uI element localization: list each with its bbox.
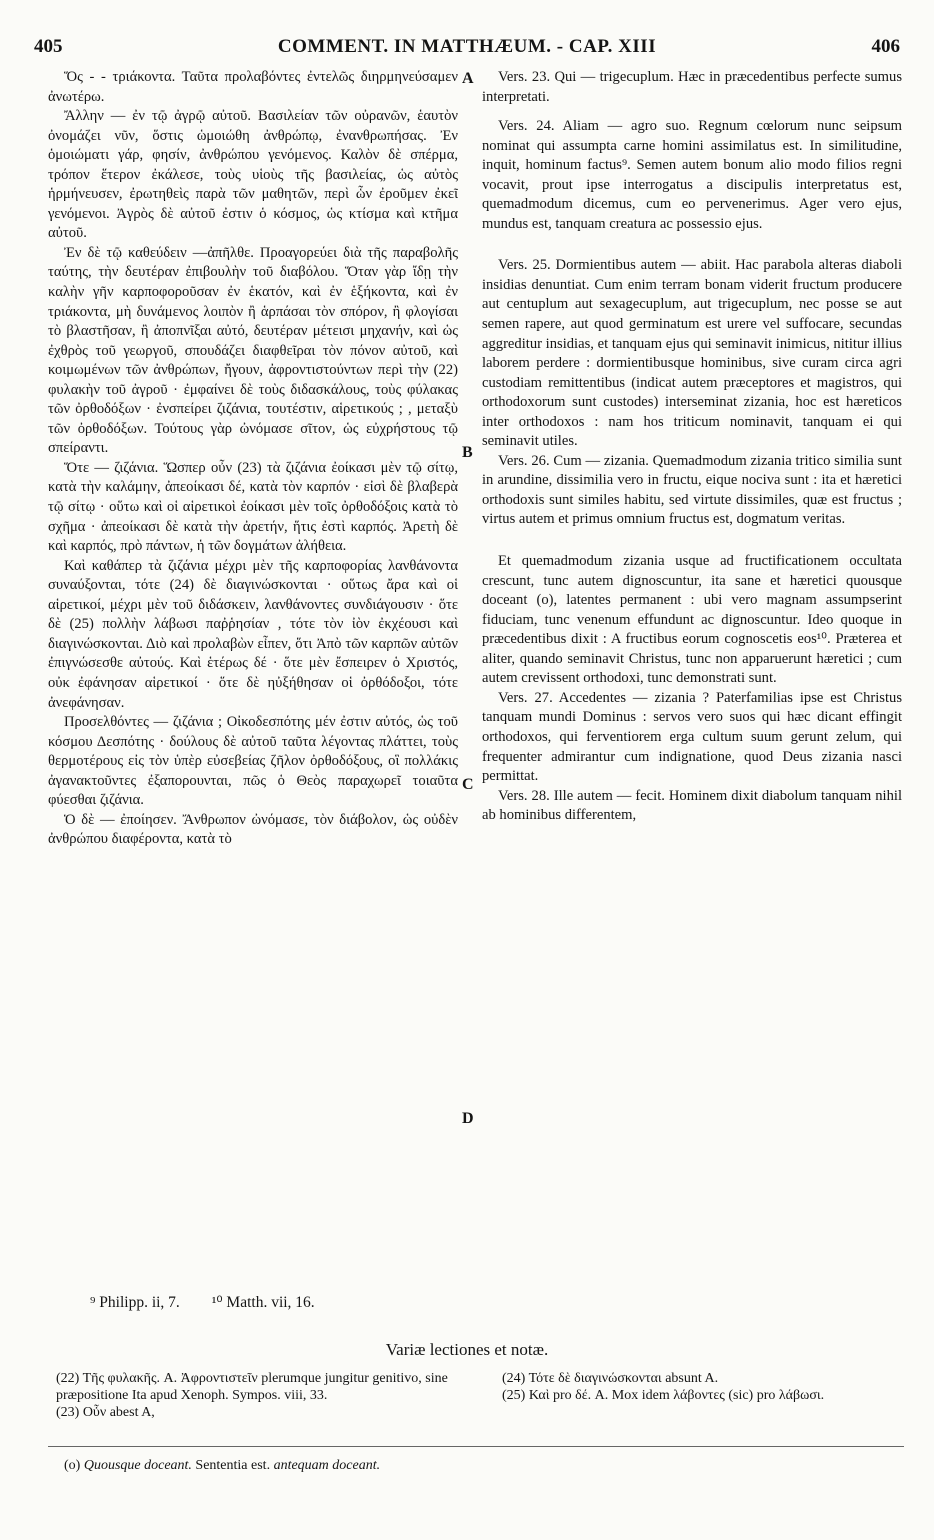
latin-paragraph-5: Et quemadmodum zizania usque ad fructificationem occultata crescunt, tunc autem dignoscuntur, ita sane et hæretici quousque doceant (o), latentes permanent : ubi vero magnam assumpserint fiduciam, tunc venenum effundunt ac dignoscuntur. Ideo quoque in præcedentibus dixit : A fructibus eorum cognoscetis eos¹⁰. Præterea et aliter, quando seminavit Christus, tunc non apparuerunt hæretici ; cum autem crevissent orthodoxi, tunc demonstrati sunt. [482, 553, 902, 687]
editorial-note-text: Sententia est. [195, 1458, 271, 1473]
page-number-left: 405 [34, 36, 63, 57]
editorial-note-lemma: Quousque doceant. [83, 1458, 192, 1473]
latin-paragraph-3: Vers. 25. Dormientibus autem — abiit. Hac parabola alteras diaboli insidias denuntiat. Cum enim terram bonam viderit fructum producere aut centuplum aut sexagecuplum, aut trigecuplum, nec posse se aut semen rapere, aut quod germinatum est urere vel suffocare, secundas aggreditur insidias, et tanquam ejus qui seminavit inimicus, nititur illius laborem perdere : dormientibusque hominibus, sive curam circa agri custodiam remittentibus (indicat autem præceptores et magistros, qui orthodoxorum sunt custodes) interseminat zizania, hoc est hæreticos inter orthodoxos : nam hos triticum nominavit, tanquam ei qui seminavit utiles. [482, 257, 902, 450]
section-marker-c: C [462, 776, 474, 793]
running-title: COMMENT. IN MATTHÆUM. - CAP. XIII [277, 36, 657, 57]
latin-paragraph-1: Vers. 23. Qui — trigecuplum. Hæc in præcedentibus perfecte sumus interpretati. [482, 69, 902, 105]
variant-note-25: (25) Καὶ pro δέ. A. Mox idem λάβοντες (sic) pro λάβωσι. [502, 1388, 825, 1403]
editorial-note-label: (o) [64, 1458, 81, 1473]
greek-paragraph-7: Ὁ δὲ — ἐποίησεν. Ἄνθρωπον ὠνόμασε, τὸν διάβολον, ὡς οὐδὲν ἀνθρώπου διαφέροντα, κατὰ τὸ [48, 811, 458, 848]
latin-paragraph-7: Vers. 28. Ille autem — fecit. Hominem dixit diabolum tanquam nihil ab hominibus differentem, [482, 787, 902, 824]
greek-paragraph-4: Ὅτε — ζιζάνια. Ὥσπερ οὖν (23) τὰ ζιζάνια ἐοίκασι μὲν τῷ σίτῳ, κατὰ τὴν καλάμην, ἀπεοίκασι δέ, κατὰ τὸν καρπόν · εἰσὶ δὲ βλαβερὰ τῷ σίτῳ · οὕτω καὶ οἱ αἱρετικοὶ ἐοίκασι μὲν τοῖς ὀρθοδόξοις κατὰ τὸ σχῆμα · ἀπεοίκασι δὲ κατὰ τὴν ἀρετήν, ἥτις ἐστὶ καρπός. Ἀρετὴ δὲ καὶ καρπός, πρὸ πάντων, ἡ τῶν δογμάτων ἀλήθεια. [48, 459, 458, 555]
variant-note-22: (22) Τῆς φυλακῆς. A. Ἀφροντιστεῖν plerumque jungitur genitivo, sine præpositione Ita apud Xenoph. Sympos. viii, 33. [56, 1371, 448, 1403]
greek-column [48, 68, 458, 1290]
variant-note-23: (23) Οὖν abest A, [56, 1405, 155, 1420]
editorial-note-o [64, 1458, 884, 1474]
latin-column [482, 68, 902, 1290]
footnote-10: ¹⁰ Matth. vii, 16. [211, 1294, 315, 1311]
latin-paragraph-4: Vers. 26. Cum — zizania. Quemadmodum zizania tritico similia sunt in arundine, dissimilia vero in fructu, eique nociva sunt : ita et hæretici orthodoxis sunt similes habitu, sed virtute dissimiles, quæ est fructus ; virtus autem et primus omnium fructus est, dogmatum veritas. [482, 452, 902, 528]
variant-notes-right [502, 1370, 902, 1404]
greek-paragraph-5: Καὶ καθάπερ τὰ ζιζάνια μέχρι μὲν τῆς καρποφορίας λανθάνοντα συναύξονται, τότε (24) δὲ διαγινώσκονται · οὕτως ἄρα καὶ οἱ αἱρετικοί, μέχρι μὲν τοῦ διδάσκειν, λανθάνοντες συνδιάγουσιν · ὅτε δὲ (25) πολλὴν λάβωσι παῤῥησίαν , τότε τὸν ἰὸν ἐκχέουσι καὶ διαγινώσκονται. Διὸ καὶ προλαβὼν εἶπεν, ὅτι Ἀπὸ τῶν καρπῶν αὐτῶν ἐπιγνώσεσθε αὐτούς. Καὶ ἑτέρως δέ · ὅτε μὲν ἔσπειρεν ὁ Χριστός, οὐκ ἐφάνησαν αἱρετικοί · ὅτε δὲ ηὐξήθησαν οἱ ὀρθόδοξοι, τότε ἀνεφάνησαν. [48, 557, 458, 711]
page-header [34, 36, 900, 66]
greek-paragraph-6: Προσελθόντες — ζιζάνια ; Οἰκοδεσπότης μέν ἐστιν αὐτός, ὡς τοῦ κόσμου Δεσπότης · δούλους δὲ αὐτοῦ ταῦτα λέγοντας πλάττει, τοὺς θερμοτέρους εἰς τὸν ὑπὲρ εὐσεβείας ζῆλον ὀρθοδόξους, οἳ πολλάκις ἀγανακτοῦντες ἐξαπορουνται, πῶς ὁ Θεὸς παραχωρεῖ τοιαῦτα φύεσθαι ζιζάνια. [48, 714, 458, 809]
greek-paragraph-3: Ἐν δὲ τῷ καθεύδειν —ἀπῆλθε. Προαγορεύει διὰ τῆς παραβολῆς ταύτης, τὴν δευτέραν ἐπιβουλὴν τοῦ διαβόλου. Ὅταν γὰρ ἴδῃ τὴν καλὴν γῆν καρποφοροῦσαν ἐν ἑκατόν, καὶ ἐν ἑξήκοντα, καὶ ἐν τριάκοντα, μὴ δυνάμενος λοιπὸν ἢ ἁρπάσαι τὸν σπόρον, ἢ φλογίσαι τὸ βλαστῆσαν, ἢ ἀποπνῖξαι αὐτό, δευτέραν μέτεισι μηχανήν, καὶ ὡς ἐχθρὸς τοῦ γεωργοῦ, σπουδάζει διαφθεῖραι τὸν πόνον αὐτοῦ, καὶ κοιμωμένων τῶν ἀνθρώπων, ἤγουν, ἀφροντιστούντων περὶ τὴν (22) φυλακὴν τοῦ ἀγροῦ · ἐμφαίνει δὲ τοὺς διδασκάλους, τοὺς φύλακας τῶν ὀρθοδόξων · ἐνσπείρει ζιζάνια, τουτέστιν, αἱρετικούς ; , μεταξὺ τῶν ὀρθοδόξων. Τούτους γὰρ ὠνόμασε σῖτον, ὡς εὐχρήστους τῷ σπείραντι. [48, 244, 458, 457]
footnote-9: ⁹ Philipp. ii, 7. [90, 1294, 180, 1311]
section-marker-a: A [462, 70, 474, 87]
notes-divider [48, 1446, 904, 1447]
variant-notes-left [56, 1370, 456, 1421]
variant-note-24: (24) Τότε δὲ διαγινώσκονται absunt A. [502, 1371, 719, 1386]
section-marker-b: B [462, 444, 473, 461]
latin-paragraph-2: Vers. 24. Aliam — agro suo. Regnum cœlorum nunc seipsum nominat qui assumpta carne homini assimilatus est. In similitudine, inquit, hominum factus⁹. Semen autem bonum alio modo filios regni vocavit, prout ipse interrogatus a discipulis interpretatus est, quemadmodum dicemus, cum eo pervenerimus. Ager vero ejus, mundus est, tanquam creatura ac possessio ejus. [482, 118, 902, 232]
section-marker-d: D [462, 1110, 474, 1127]
variant-readings-title: Variæ lectiones et notæ. [385, 1340, 549, 1359]
page-number-right: 406 [871, 36, 900, 57]
greek-paragraph-1: Ὅς - - τριάκοντα. Ταῦτα προλαβόντες ἐντελῶς διηρμηνεύσαμεν ἀνωτέρω. [48, 69, 458, 105]
greek-paragraph-2: Ἄλλην — ἐν τῷ ἀγρῷ αὐτοῦ. Βασιλείαν τῶν οὐρανῶν, ἑαυτὸν ὀνομάζει νῦν, ὅστις ὡμοιώθη ἀνθρώπῳ, ἐνανθρωπήσας. Ἐν ὁμοιώματι γάρ, φησίν, ἀνθρώπου γενόμενος. Καλὸν δὲ σπέρμα, τρόπον ἕτερον ἐκάλεσε, τοὺς υἱοὺς τῆς βασιλείας, ὡς αὐτὸς ἡρμήνευσεν, ἐρωτηθεὶς παρὰ τῶν μαθητῶν, περὶ ὧν ἐροῦμεν ἐκεῖ γενόμενοι. Ἀγρὸς δὲ αὐτοῦ ἐστιν ὁ κόσμος, ὡς κτίσμα καὶ κτῆμα αὐτοῦ. [48, 108, 458, 242]
latin-paragraph-6: Vers. 27. Accedentes — zizania ? Paterfamilias ipse est Christus tanquam mundi Dominus : servos vero suos qui hæc dicant effingit orthodoxos, qui ferventiorem erga cultum suum gerunt zelum, qui frequenter admirantur cum indignatione, quod Deus zizania nasci permittat. [482, 689, 902, 785]
editorial-note-reading: antequam doceant. [273, 1458, 381, 1473]
footnotes [90, 1293, 343, 1312]
